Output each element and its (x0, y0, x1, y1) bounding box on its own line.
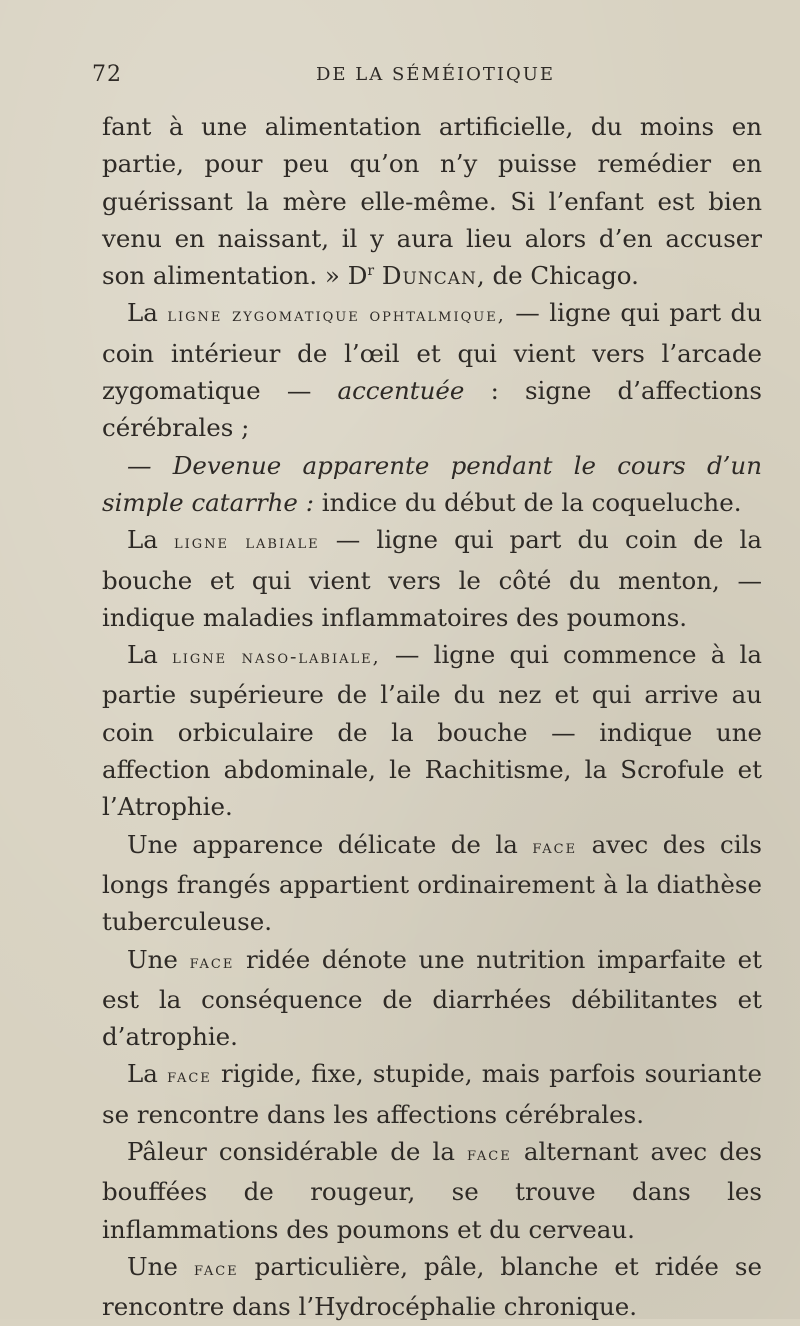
page-number: 72 (92, 62, 122, 87)
paragraph-1: fant à une alimentation artificielle, du moins en partie, pour peu qu’on n’y puisse remédier en guérissant la mère elle-même. Si l’enfant est bien venu en naissant, il y aura lieu alors d’en accuser son alimentation. » $D^r$ Duncan, de Chicago. (102, 112, 762, 291)
paragraph-paleur: Pâleur considérable de la face alternant avec des bouffées de rougeur, se trouve dans les inflammations des poumons et du cerveau. (102, 1137, 762, 1244)
page-header (0, 62, 800, 92)
paragraph-face-ridee: Une face ridée dénote une nutrition imparfaite et est la conséquence de diarrhées débilitantes et d’atrophie. (102, 944, 763, 1052)
paragraph-ligne-zygomatique: La ligne zygomatique ophtalmique, — ligne qui part du coin intérieur de l’œil et qui vient vers l’arcade zygomatique — accentuée : signe d’affections cérébrales ; (102, 298, 762, 443)
term-ligne-naso-labiale: ligne naso-labiale, (172, 646, 381, 669)
body-text (102, 108, 762, 1326)
paragraph-ligne-labiale: La ligne labiale — ligne qui part du coin de la bouche et qui vient vers le côté du menton, — indique maladies inflammatoires des poumons. (102, 525, 762, 632)
paragraph-face-delicate: Une apparence délicate de la face avec des cils longs frangés appartient ordinairement à la diathèse tuberculeuse. (102, 829, 762, 937)
paragraph-catarrhe: — Devenue apparente pendant le cours d’un simple catarrhe : indice du début de la coqueluche. (102, 450, 762, 517)
author-name: $D^r$ Duncan (347, 261, 477, 291)
term-ligne-labiale: ligne labiale (174, 531, 320, 554)
paragraph-ligne-naso-labiale: La ligne naso-labiale, — ligne qui commence à la partie supérieure de l’aile du nez et qui arrive au coin orbiculaire de la bouche — indique une affection abdominale, le Rachitisme, la Scrofule et l’Atrophie. (102, 640, 762, 822)
term-ligne-zygomatique: ligne zygomatique ophtalmique, (167, 304, 506, 327)
paragraph-face-rigide: La face rigide, fixe, stupide, mais parfois souriante se rencontre dans les affections cérébrales. (102, 1059, 762, 1129)
running-title: DE LA SÉMÉIOTIQUE (316, 64, 556, 85)
paragraph-hydrocephalie: Une face particulière, pâle, blanche et ridée se rencontre dans l’Hydrocéphalie chronique. (102, 1251, 762, 1322)
